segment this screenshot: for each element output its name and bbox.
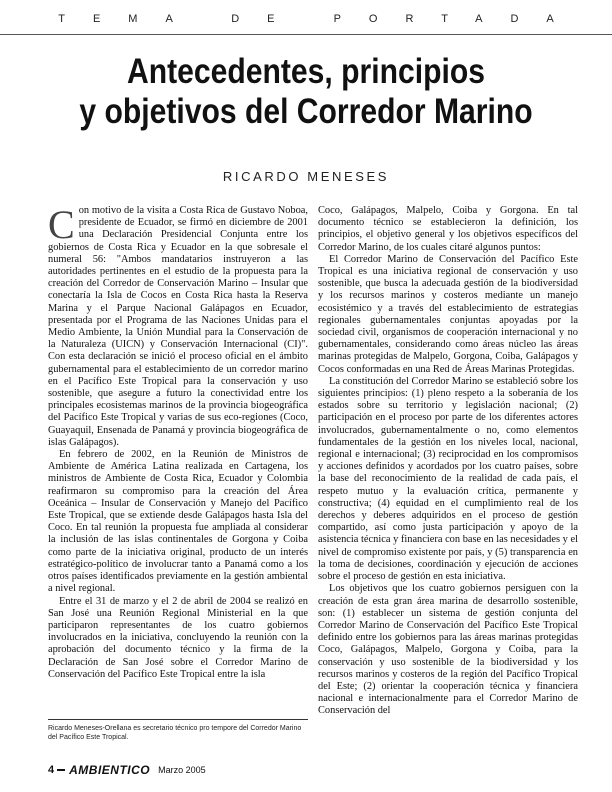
body-column-right [318,205,578,755]
drop-cap: C [48,205,75,247]
page-footer [48,762,206,778]
footnote-rule [48,719,308,720]
header-rule [0,34,612,35]
author-footnote: Ricardo Meneses-Orellana es secretario técnico pro tempore del Corredor Marino del Pacífico Este Tropical. [48,725,302,741]
title-line-2: y objetivos del Corredor Marino [79,92,533,131]
paragraph: Entre el 31 de marzo y el 2 de abril de 2004 se realizó en San José una Reunión Regional Ministerial en la que participaron representantes de los cuatro gobiernos involucrados en la iniciativa, concluyendo la reunión con la aprobación del documento técnico y la firma de la Declaración de San José sobre el Corredor Marino de Conservación del Pacífico Este Tropical entre la isla [48,595,308,680]
folio-dash [57,769,65,771]
title-line-1: Antecedentes, principios [127,52,485,91]
issue-date: Marzo 2005 [158,765,206,775]
paragraph: Los objetivos que los cuatro gobiernos persiguen con la creación de esta gran área marina de desarrollo sostenible, son: (1) establecer un sistema de gestión conjunta del Corredor Marino de Conservación del Pacífico Este Tropical definido entre los gobiernos para las áreas marinas protegidas Coco, Galápagos, Malpelo, Gorgona y Coiba, para la conservación y uso sostenible de la biodiversidad y los recursos marinos y costeros de la región del Pacífico Tropical del Este; (2) orientar la cooperación técnica y financiera nacional e internacionalmente para el Corredor Marino de Conservación del [318,583,578,717]
magazine-logo: AMBIENTICO [69,763,151,777]
author-byline: RICARDO MENESES [222,169,390,184]
page-number: 4 [48,764,55,776]
section-header: TEMA DE PORTADA [58,13,582,25]
paragraph: En febrero de 2002, en la Reunión de Ministros de Ambiente de América Latina realizada en Cartagena, los ministros de Ambiente de Costa Rica, Ecuador y Colombia reafirmaron su compromiso para la creación del Área Oceánica – Insular de Conservación y Manejo del Pacífico Este Tropical, que se extiende desde Galápagos hasta Isla del Coco. En tal reunión la propuesta fue ampliada al considerar la inclusión de las islas continentales de Gorgona y Coiba como parte de la iniciativa original, producto de un interés estratégico-político de involucrar tanto a Panamá como a los otros países identificados previamente en la gestión ambiental a nivel regional. [48,449,308,595]
paragraph: Coco, Galápagos, Malpelo, Coiba y Gorgona. En tal documento técnico se establecieron la definición, los principios, el objetivo general y los objetivos específicos del Corredor Marino, de los cuales citaré algunos puntos: [318,205,578,253]
paragraph [48,205,308,449]
paragraph-text: on motivo de la visita a Costa Rica de Gustavo Noboa, presidente de Ecuador, se firmó en diciembre de 2001 una Declaración Presidencial Conjunta entre los gobiernos de Costa Rica y Ecuador en la que sobresale el numeral 56: "Ambos mandatarios instruyeron a las autoridades pertinentes en el estudio de la propuesta para la creación del Corredor de Conservación Marino – Insular que conectaría la Isla de Cocos en Costa Rica hasta la Reserva Marina y el Parque Nacional Galápagos en Ecuador, presentada por el Programa de las Naciones Unidas para el Medio Ambiente, la Unión Mundial para la Conservación de la Naturaleza (UICN) y Conservación Internacional (CI)". Con esta declaración se inició el proceso oficial en el ámbito gubernamental para el establecimiento de un corredor marino en el Pacífico Este Tropical para la conservación y uso sostenible, que asegure a futuro la conectividad entre los principales ecosistemas marinos de la provincia biogeográfica del Pacífico Este Tropical y varias de sus eco-regiones (Coco, Guayaquil, Ensenada de Panamá y provincia biogeográfica de islas Galápagos). [48,205,308,448]
paragraph: El Corredor Marino de Conservación del Pacífico Este Tropical es una iniciativa regional de conservación y uso sostenible, que busca la adecuada gestión de la biodiversidad y los recursos marinos y costeros mediante un manejo ecosistémico y a través del establecimiento de estrategias regionales gubernamentales conjuntas apoyadas por la sociedad civil, organismos de cooperación internacional y no gubernamentales, considerando como áreas núcleo las áreas marinas protegidas de Malpelo, Gorgona, Coiba, Galápagos y Cocos conformadas en una Red de Áreas Marinas Protegidas. [318,253,578,375]
body-column-left [48,205,308,710]
paragraph: La constitución del Corredor Marino se estableció sobre los siguientes principios: (1) pleno respeto a la soberanía de los estados sobre su territorio y legislación nacional; (2) participación en el proceso por parte de los diferentes actores involucrados, gubernamentalmente o no, como elementos fundamentales de la gestión en los niveles local, nacional, regional e internacional; (3) reciprocidad en los compromisos y acciones definidos y acordados por los cuatro países, sobre la base del reconocimiento de la realidad de cada país, el respeto mutuo y la evaluación crítica, permanente y constructiva; (4) equidad en el cumplimiento real de los derechos y deberes adquiridos en el proceso de gestión compartido, así como justa participación y apoyo de la asistencia técnica y financiera con base en las necesidades y el nivel de compromiso existente por país, y (5) transparencia en la toma de decisiones, coordinación y ejecución de acciones sobre el proceso de gestión en esta iniciativa. [318,375,578,583]
article-title [43,52,569,132]
